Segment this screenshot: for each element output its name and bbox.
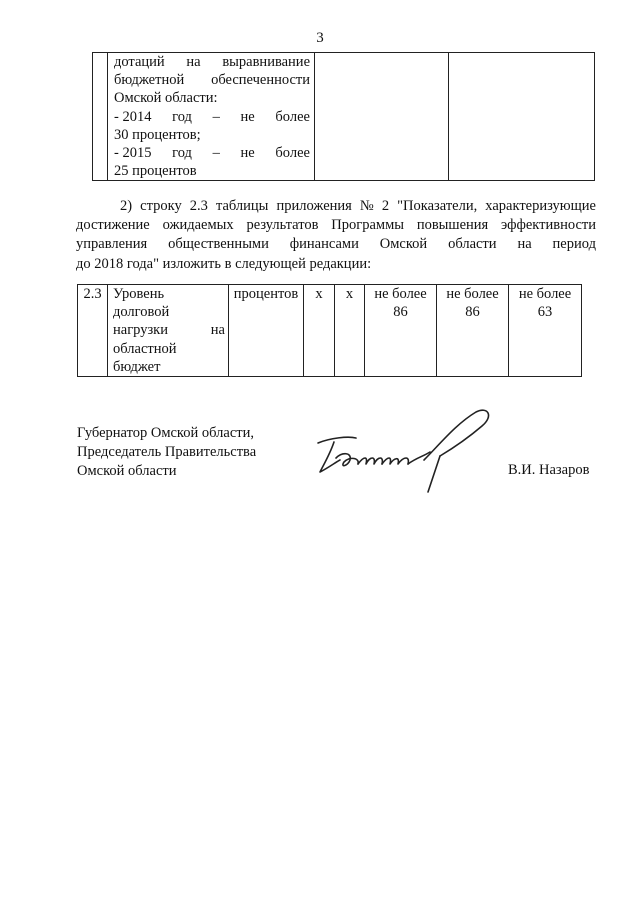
- continuation-line: 25 процентов: [114, 163, 197, 180]
- continuation-line: 30 процентов;: [114, 126, 201, 143]
- indicator-value-cell: не более 86: [437, 285, 509, 377]
- indicator-value-cell: не более 86: [365, 285, 437, 377]
- page-number: 3: [316, 30, 324, 46]
- continuation-table: [92, 52, 595, 181]
- continuation-line: Омской области:: [114, 90, 218, 107]
- indicator-unit: процентов: [229, 285, 304, 377]
- paragraph-line: 2) строку 2.3 таблицы приложения № 2 "Показатели, характеризующие: [120, 198, 596, 214]
- indicator-name-justified: нагрузки на: [113, 322, 225, 339]
- signatory-title: Губернатор Омской области, Председатель Правительства Омской области: [77, 425, 257, 479]
- amendment-paragraph: [76, 197, 596, 274]
- continuation-line: - 2015 год – не более: [114, 145, 310, 162]
- continuation-line: - 2014 год – не более: [114, 108, 310, 125]
- table-row: [78, 285, 582, 377]
- indicator-x-cell: x: [335, 285, 365, 377]
- continuation-line: бюджетной обеспеченности: [114, 72, 310, 89]
- continuation-empty-cell: [315, 53, 449, 181]
- indicator-number: 2.3: [78, 285, 108, 377]
- paragraph-line: управления общественными финансами Омской области на период: [76, 236, 596, 253]
- paragraph-line: достижение ожидаемых результатов Программы повышения эффективности: [76, 217, 596, 234]
- indicator-name: Уровень долговой нагрузки на областной бюджет: [108, 285, 229, 377]
- paragraph-line: до 2018 года" изложить в следующей редакции:: [76, 255, 372, 272]
- continuation-number-cell: [93, 53, 108, 181]
- continuation-text-cell: [108, 53, 315, 181]
- continuation-line: дотаций на выравнивание: [114, 54, 310, 70]
- indicator-x-cell: x: [304, 285, 335, 377]
- continuation-empty-cell: [449, 53, 595, 181]
- handwritten-signature: [300, 400, 500, 500]
- indicator-table: [77, 284, 582, 377]
- indicator-value-cell: не более 63: [509, 285, 582, 377]
- signatory-name: В.И. Назаров: [508, 462, 590, 478]
